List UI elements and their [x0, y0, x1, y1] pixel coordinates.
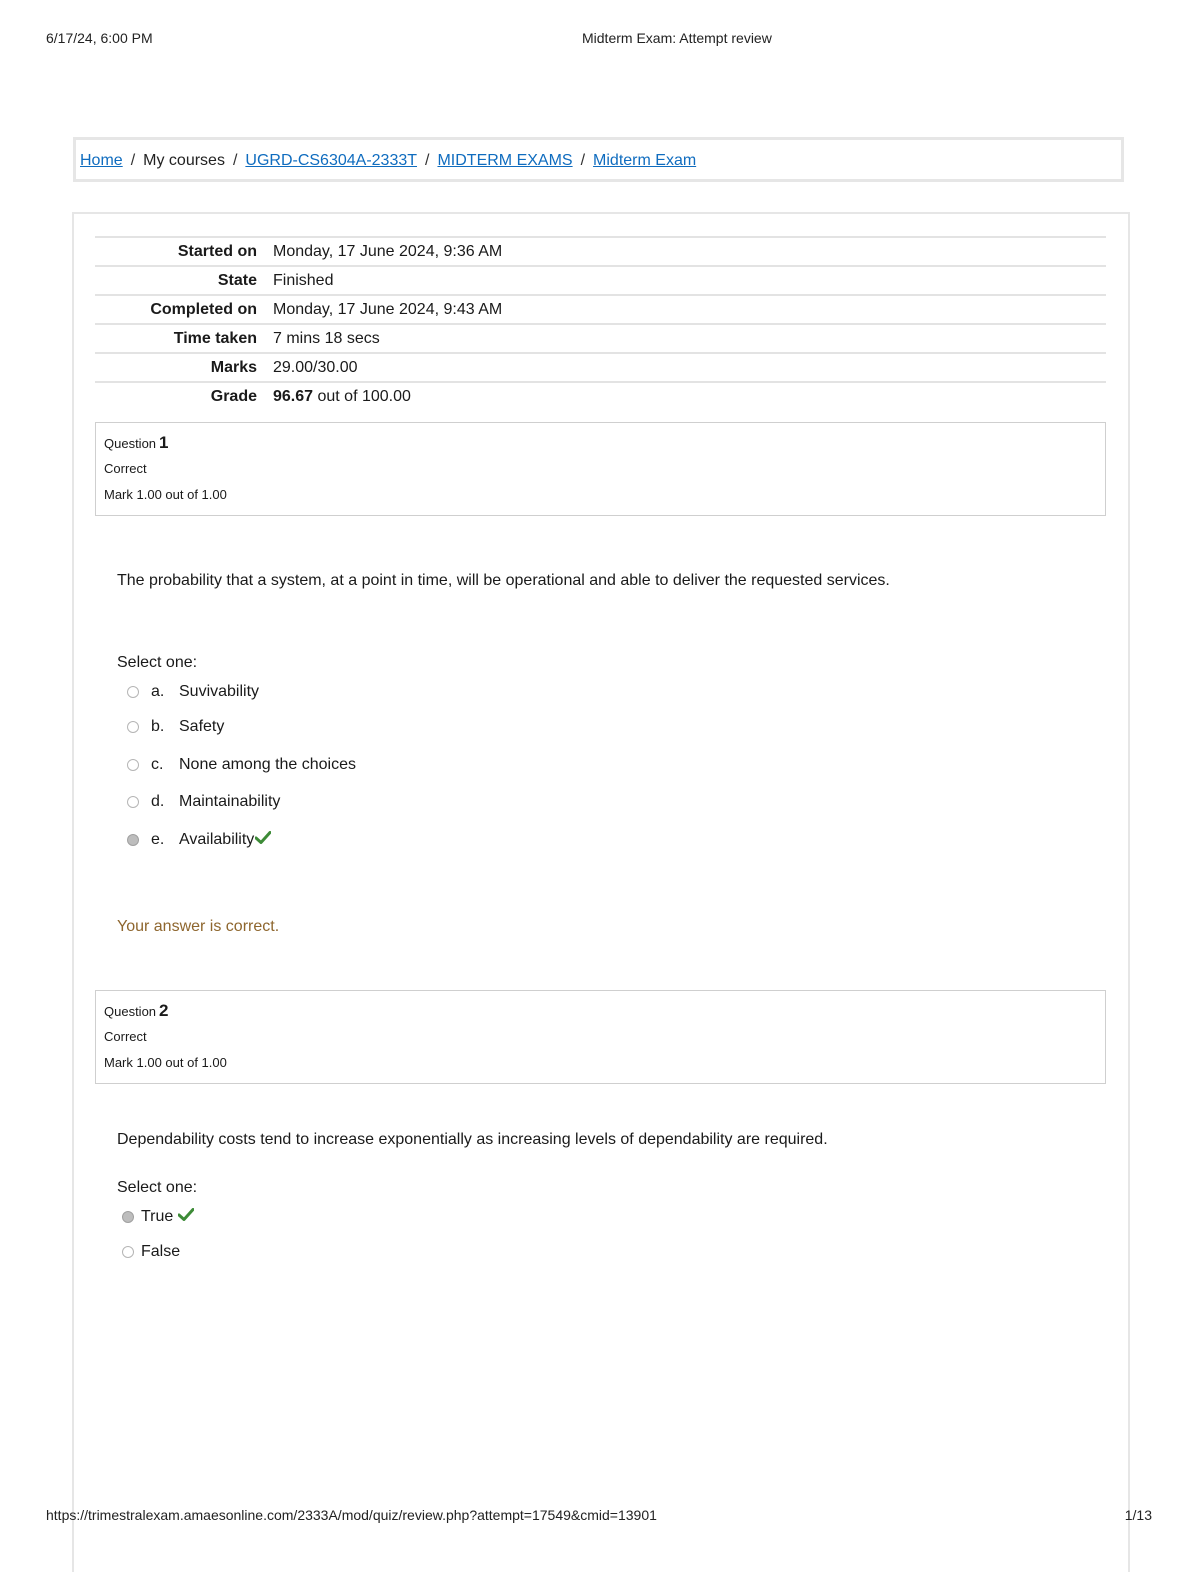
summary-label: Time taken: [173, 330, 257, 347]
breadcrumb-home-link[interactable]: Home: [80, 152, 123, 169]
summary-value: 29.00/30.00: [273, 358, 358, 376]
option-text: Availability: [179, 831, 255, 848]
question-number: 1: [159, 433, 169, 452]
summary-row-time-taken: [95, 324, 1106, 353]
answer-option-c[interactable]: [127, 756, 356, 774]
question-1-info: [95, 422, 1106, 516]
breadcrumb-midterm-exams-link[interactable]: MIDTERM EXAMS: [437, 152, 573, 169]
question-number: 2: [159, 1001, 169, 1020]
breadcrumb-separator: /: [130, 152, 136, 169]
question-1-text: The probability that a system, at a point in time, will be operational and able to deliver the requested services.: [117, 572, 890, 589]
print-datetime: 6/17/24, 6:00 PM: [46, 30, 153, 46]
radio-button[interactable]: [127, 759, 139, 771]
question-mark: Mark 1.00 out of 1.00: [104, 487, 227, 502]
question-state: Correct: [104, 461, 147, 476]
breadcrumb-my-courses: My courses: [143, 152, 225, 169]
option-letter: b.: [151, 718, 165, 735]
question-mark: Mark 1.00 out of 1.00: [104, 1055, 227, 1070]
breadcrumb-separator: /: [232, 152, 238, 169]
option-text: Safety: [179, 718, 225, 735]
radio-button[interactable]: [122, 1246, 134, 1258]
radio-button-checked[interactable]: [122, 1211, 134, 1223]
question-1-feedback: Your answer is correct.: [117, 918, 280, 935]
summary-label: Marks: [210, 359, 257, 376]
radio-button-checked[interactable]: [127, 834, 139, 846]
question-2-text: Dependability costs tend to increase exponentially as increasing levels of dependability are required.: [117, 1131, 828, 1148]
option-letter: a.: [151, 683, 165, 700]
breadcrumb-separator: /: [580, 152, 586, 169]
print-page-number: 1/13: [1124, 1507, 1152, 1523]
summary-value: [265, 382, 1106, 410]
option-letter: e.: [151, 831, 165, 848]
question-2-info: [95, 990, 1106, 1084]
answer-option-a[interactable]: [127, 683, 259, 701]
print-title: Midterm Exam: Attempt review: [582, 30, 772, 46]
correct-check-icon: [255, 831, 271, 849]
question-2-prompt: Select one:: [117, 1179, 198, 1196]
answer-option-true[interactable]: [122, 1208, 194, 1226]
answer-option-e[interactable]: [127, 831, 271, 849]
question-1-prompt: Select one:: [117, 654, 198, 671]
option-text: Suvivability: [179, 683, 260, 700]
radio-button[interactable]: [127, 686, 139, 698]
summary-value: Monday, 17 June 2024, 9:43 AM: [273, 300, 503, 318]
grade-out-of: out of 100.00: [313, 387, 411, 405]
summary-value: Monday, 17 June 2024, 9:36 AM: [273, 242, 503, 260]
summary-label: Started on: [177, 243, 257, 260]
option-letter: c.: [151, 756, 164, 773]
radio-button[interactable]: [127, 796, 139, 808]
summary-row-state: [95, 266, 1106, 295]
summary-row-completed: [95, 295, 1106, 324]
grade-score: 96.67: [273, 387, 314, 405]
breadcrumb-course-link[interactable]: UGRD-CS6304A-2333T: [245, 152, 418, 169]
summary-value: 7 mins 18 secs: [273, 329, 380, 347]
answer-option-b[interactable]: [127, 718, 224, 736]
summary-label: State: [217, 272, 257, 289]
option-text: Maintainability: [179, 793, 281, 810]
summary-row-marks: [95, 353, 1106, 382]
breadcrumb: [73, 137, 1124, 182]
attempt-summary-table: [95, 236, 1106, 410]
option-text: None among the choices: [179, 756, 356, 773]
answer-option-false[interactable]: [122, 1243, 180, 1261]
answer-option-d[interactable]: [127, 793, 280, 811]
option-letter: d.: [151, 793, 165, 810]
breadcrumb-separator: /: [425, 152, 430, 169]
summary-label: Grade: [210, 388, 257, 405]
question-label: Question: [104, 1004, 157, 1019]
summary-row-grade: [95, 382, 1106, 410]
question-label: Question: [104, 436, 157, 451]
print-url: https://trimestralexam.amaesonline.com/2333A/mod/quiz/review.php?attempt=17549&cmid=13901: [46, 1507, 657, 1523]
radio-button[interactable]: [127, 721, 139, 733]
option-text: True: [141, 1208, 174, 1225]
correct-check-icon: [178, 1208, 194, 1226]
attempt-review-container: [72, 212, 1130, 1572]
question-state: Correct: [104, 1029, 147, 1044]
option-text: False: [141, 1243, 181, 1260]
summary-row-started: [95, 237, 1106, 266]
summary-label: Completed on: [150, 301, 257, 318]
breadcrumb-midterm-exam-link[interactable]: Midterm Exam: [593, 152, 697, 169]
summary-value: Finished: [273, 271, 334, 289]
